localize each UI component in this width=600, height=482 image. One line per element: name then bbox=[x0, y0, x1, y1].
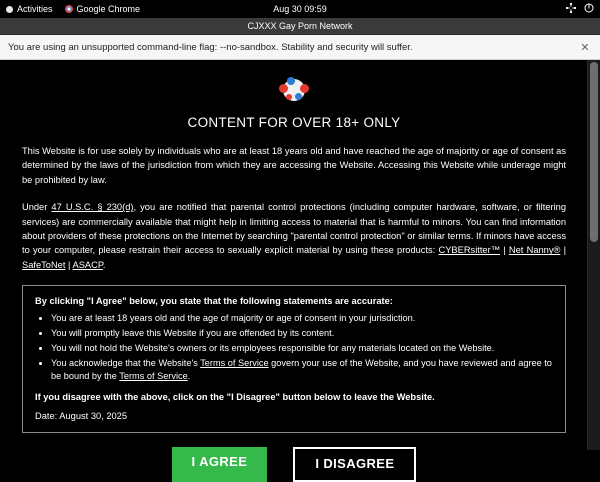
sep-2: | bbox=[560, 245, 566, 256]
list-item: • You will not hold the Website's owners or its employees responsible for any materials located on the Website. bbox=[51, 342, 553, 356]
app-menu-chrome[interactable] bbox=[65, 4, 141, 14]
unsupported-flag-infobar bbox=[0, 35, 600, 60]
agreement-list bbox=[35, 312, 553, 384]
filters-end: . bbox=[102, 259, 106, 270]
site-logo bbox=[277, 76, 311, 106]
terms-of-service-link-2[interactable]: Terms of Service bbox=[119, 371, 188, 382]
page-title: CONTENT FOR OVER 18+ ONLY bbox=[187, 115, 401, 130]
filter-link-safetonet[interactable]: SafeToNet bbox=[22, 259, 66, 270]
power-icon bbox=[584, 3, 594, 15]
button-row bbox=[22, 447, 566, 482]
list-item: • You acknowledge that the Website's Terms of Service govern your use of the Website, and you have reviewed and agree to be bound by the Terms of Service. bbox=[51, 357, 553, 385]
browser-window-title bbox=[0, 18, 600, 35]
age-verification-content bbox=[0, 60, 588, 482]
sep-3: | bbox=[65, 259, 73, 270]
app-menu-label: Google Chrome bbox=[76, 4, 141, 14]
activities-label: Activities bbox=[17, 4, 53, 14]
clock[interactable]: Aug 30 09:59 bbox=[273, 4, 327, 14]
activities-button[interactable] bbox=[6, 4, 53, 14]
parental-controls-paragraph bbox=[22, 200, 566, 272]
close-icon[interactable]: ✕ bbox=[580, 41, 590, 54]
paragraph2-post: , you are notified that parental control protections (including computer hardware, software, or filtering services) are commercially available that might help in limiting access to material that is harmful to minors. You can find information about providers of these protections on the Internet by searching "parental control protection" or similar terms. If minors have access to your computer, please restrain their access to sexually explicit material by using these products: bbox=[22, 202, 566, 256]
filter-link-netnanny[interactable]: Net Nanny® bbox=[508, 245, 561, 256]
sep-1: | bbox=[500, 245, 509, 256]
agreement-box bbox=[22, 285, 566, 433]
infobar-message: You are using an unsupported command-line flag: --no-sandbox. Stability and security will suffer. bbox=[8, 41, 413, 53]
disagree-button[interactable]: I DISAGREE bbox=[293, 447, 416, 482]
agree-button[interactable]: I AGREE bbox=[172, 447, 268, 482]
agreement-lead: By clicking "I Agree" below, you state that the following statements are accurate: bbox=[35, 296, 393, 307]
list-item: • You are at least 18 years old and the age of majority or age of consent in your jurisdiction. bbox=[51, 312, 553, 326]
chrome-icon bbox=[65, 5, 73, 13]
page-viewport bbox=[0, 60, 600, 472]
network-icon bbox=[566, 3, 576, 15]
window-title-text: CJXXX Gay Porn Network bbox=[247, 21, 353, 31]
scrollbar-thumb[interactable] bbox=[590, 62, 598, 242]
page-scrollbar[interactable] bbox=[587, 60, 600, 450]
system-top-bar bbox=[0, 0, 600, 18]
top-bar-left bbox=[6, 4, 140, 14]
terms-of-service-link-1[interactable]: Terms of Service bbox=[200, 357, 269, 368]
list-item: • You will promptly leave this Website if you are offended by its content. bbox=[51, 327, 553, 341]
agreement-date: Date: August 30, 2025 bbox=[35, 411, 128, 422]
top-bar-right[interactable] bbox=[566, 3, 594, 15]
intro-paragraph: This Website is for use solely by individuals who are at least 18 years old and have reached the age of majority or age of consent as determined by the laws of the jurisdiction from which they are accessing the Website. Accessing this Website while underage might be prohibited by law. bbox=[22, 146, 566, 185]
paragraph2-pre: Under bbox=[22, 202, 52, 213]
filter-link-cybersitter[interactable]: CYBERsitter™ bbox=[438, 245, 500, 256]
activities-icon bbox=[6, 6, 13, 13]
usc-link[interactable]: 47 U.S.C. § 230(d) bbox=[51, 202, 134, 213]
site-logo-wrap bbox=[22, 76, 566, 106]
disagree-note: If you disagree with the above, click on the "I Disagree" button below to leave the Website. bbox=[35, 392, 435, 403]
filter-link-asacp[interactable]: ASACP bbox=[72, 259, 103, 270]
